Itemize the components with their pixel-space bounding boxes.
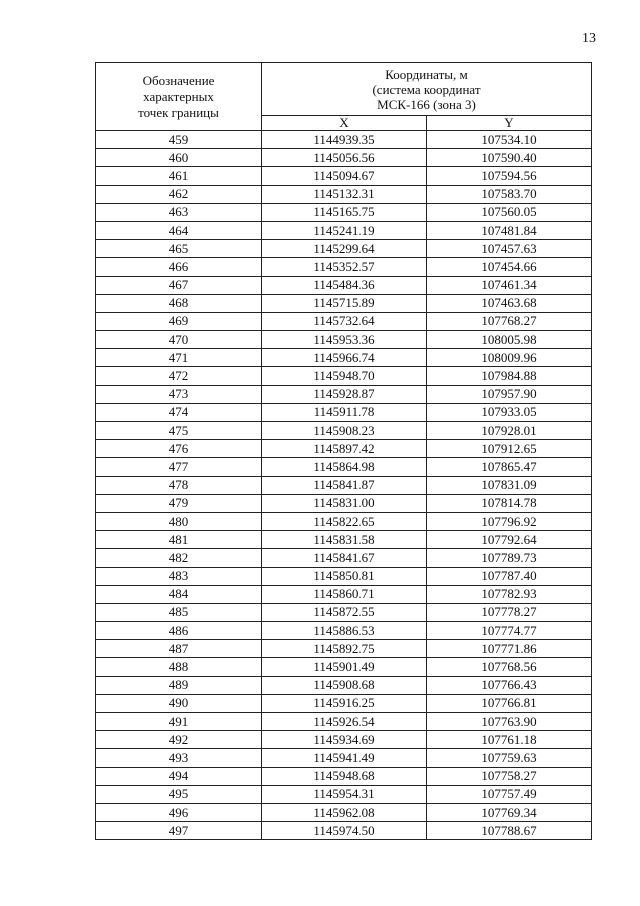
x-coordinate-cell: 1145928.87 [262, 385, 427, 403]
x-coordinate-cell: 1145864.98 [262, 458, 427, 476]
table-row [96, 767, 592, 785]
x-coordinate-cell: 1145892.75 [262, 640, 427, 658]
point-cell: 466 [96, 258, 262, 276]
coordinates-header [262, 63, 592, 116]
point-cell: 459 [96, 131, 262, 149]
table-row [96, 203, 592, 221]
point-cell: 485 [96, 603, 262, 621]
table-row [96, 221, 592, 239]
table-row [96, 585, 592, 603]
x-coordinate-cell: 1145962.08 [262, 803, 427, 821]
y-coordinate-cell: 107771.86 [427, 640, 592, 658]
table-row [96, 331, 592, 349]
point-cell: 467 [96, 276, 262, 294]
y-coordinate-cell: 107461.34 [427, 276, 592, 294]
table-row [96, 294, 592, 312]
x-coordinate-cell: 1145841.67 [262, 549, 427, 567]
y-coordinate-cell: 107534.10 [427, 131, 592, 149]
coordinates-header-line-1: Координаты, м [385, 67, 468, 82]
x-coordinate-cell: 1145974.50 [262, 822, 427, 840]
point-cell: 470 [96, 331, 262, 349]
point-cell: 463 [96, 203, 262, 221]
table-row [96, 822, 592, 840]
table-header [96, 63, 592, 131]
coordinates-header-line-3: МСК-166 (зона 3) [377, 97, 476, 112]
point-cell: 481 [96, 531, 262, 549]
point-header-line-3: точек границы [138, 104, 219, 120]
table-row [96, 567, 592, 585]
x-column-header: X [262, 116, 427, 131]
point-cell: 464 [96, 221, 262, 239]
point-cell: 479 [96, 494, 262, 512]
y-coordinate-cell: 107757.49 [427, 785, 592, 803]
x-coordinate-cell: 1145831.58 [262, 531, 427, 549]
point-cell: 484 [96, 585, 262, 603]
point-cell: 474 [96, 403, 262, 421]
table-row [96, 167, 592, 185]
x-coordinate-cell: 1145056.56 [262, 149, 427, 167]
point-cell: 483 [96, 567, 262, 585]
y-coordinate-cell: 107481.84 [427, 221, 592, 239]
x-coordinate-cell: 1145484.36 [262, 276, 427, 294]
y-coordinate-cell: 107560.05 [427, 203, 592, 221]
table-row [96, 603, 592, 621]
point-cell: 471 [96, 349, 262, 367]
x-coordinate-cell: 1145872.55 [262, 603, 427, 621]
y-coordinate-cell: 107758.27 [427, 767, 592, 785]
x-coordinate-cell: 1145908.68 [262, 676, 427, 694]
table-row [96, 440, 592, 458]
table-row [96, 240, 592, 258]
y-coordinate-cell: 107774.77 [427, 622, 592, 640]
y-coordinate-cell: 107759.63 [427, 749, 592, 767]
x-coordinate-cell: 1145352.57 [262, 258, 427, 276]
table-body [96, 131, 592, 840]
point-cell: 461 [96, 167, 262, 185]
point-cell: 490 [96, 694, 262, 712]
point-cell: 473 [96, 385, 262, 403]
y-coordinate-cell: 107933.05 [427, 403, 592, 421]
y-coordinate-cell: 107766.81 [427, 694, 592, 712]
point-cell: 493 [96, 749, 262, 767]
point-cell: 476 [96, 440, 262, 458]
x-coordinate-cell: 1145886.53 [262, 622, 427, 640]
y-coordinate-cell: 107957.90 [427, 385, 592, 403]
point-cell: 475 [96, 422, 262, 440]
point-cell: 495 [96, 785, 262, 803]
y-column-header: Y [427, 116, 592, 131]
table-row [96, 785, 592, 803]
y-coordinate-cell: 107792.64 [427, 531, 592, 549]
x-coordinate-cell: 1145954.31 [262, 785, 427, 803]
point-cell: 468 [96, 294, 262, 312]
x-coordinate-cell: 1145822.65 [262, 512, 427, 530]
y-coordinate-cell: 107814.78 [427, 494, 592, 512]
point-cell: 488 [96, 658, 262, 676]
point-cell: 465 [96, 240, 262, 258]
y-coordinate-cell: 108009.96 [427, 349, 592, 367]
x-coordinate-cell: 1145941.49 [262, 749, 427, 767]
y-coordinate-cell: 107590.40 [427, 149, 592, 167]
y-coordinate-cell: 108005.98 [427, 331, 592, 349]
table-row [96, 349, 592, 367]
table-row [96, 476, 592, 494]
y-coordinate-cell: 107769.34 [427, 803, 592, 821]
y-coordinate-cell: 107865.47 [427, 458, 592, 476]
point-header-line-2: характерных [143, 88, 214, 104]
point-cell: 494 [96, 767, 262, 785]
y-coordinate-cell: 107463.68 [427, 294, 592, 312]
table-row [96, 312, 592, 330]
page-number: 13 [582, 31, 596, 46]
point-cell: 469 [96, 312, 262, 330]
table-row [96, 276, 592, 294]
table-row [96, 403, 592, 421]
table-row [96, 694, 592, 712]
point-cell: 478 [96, 476, 262, 494]
x-coordinate-cell: 1145715.89 [262, 294, 427, 312]
table-row [96, 549, 592, 567]
y-coordinate-cell: 107787.40 [427, 567, 592, 585]
point-cell: 477 [96, 458, 262, 476]
x-coordinate-cell: 1145841.87 [262, 476, 427, 494]
x-coordinate-cell: 1145911.78 [262, 403, 427, 421]
x-coordinate-cell: 1145831.00 [262, 494, 427, 512]
y-coordinate-cell: 107778.27 [427, 603, 592, 621]
y-coordinate-cell: 107454.66 [427, 258, 592, 276]
table-row [96, 385, 592, 403]
y-coordinate-cell: 107796.92 [427, 512, 592, 530]
point-cell: 497 [96, 822, 262, 840]
point-cell: 492 [96, 731, 262, 749]
x-coordinate-cell: 1145850.81 [262, 567, 427, 585]
table-row [96, 531, 592, 549]
x-coordinate-cell: 1145901.49 [262, 658, 427, 676]
point-cell: 496 [96, 803, 262, 821]
y-coordinate-cell: 107766.43 [427, 676, 592, 694]
table-row [96, 512, 592, 530]
y-coordinate-cell: 107594.56 [427, 167, 592, 185]
table-row [96, 803, 592, 821]
y-coordinate-cell: 107788.67 [427, 822, 592, 840]
y-coordinate-cell: 107768.27 [427, 312, 592, 330]
table-row [96, 749, 592, 767]
point-header-line-1: Обозначение [142, 72, 215, 88]
table-row [96, 731, 592, 749]
x-coordinate-cell: 1145908.23 [262, 422, 427, 440]
x-coordinate-cell: 1145299.64 [262, 240, 427, 258]
point-cell: 482 [96, 549, 262, 567]
point-cell: 480 [96, 512, 262, 530]
boundary-coordinates-table [95, 62, 592, 840]
point-cell: 486 [96, 622, 262, 640]
point-cell: 460 [96, 149, 262, 167]
x-coordinate-cell: 1144939.35 [262, 131, 427, 149]
coordinates-header-line-2: (система координат [372, 82, 481, 97]
x-coordinate-cell: 1145926.54 [262, 713, 427, 731]
x-coordinate-cell: 1145860.71 [262, 585, 427, 603]
x-coordinate-cell: 1145966.74 [262, 349, 427, 367]
y-coordinate-cell: 107912.65 [427, 440, 592, 458]
table-row [96, 185, 592, 203]
table-row [96, 494, 592, 512]
point-column-header [96, 63, 262, 131]
point-cell: 462 [96, 185, 262, 203]
table-row [96, 458, 592, 476]
table-row [96, 367, 592, 385]
table-row [96, 658, 592, 676]
y-coordinate-cell: 107768.56 [427, 658, 592, 676]
point-cell: 472 [96, 367, 262, 385]
y-coordinate-cell: 107782.93 [427, 585, 592, 603]
x-coordinate-cell: 1145953.36 [262, 331, 427, 349]
x-coordinate-cell: 1145241.19 [262, 221, 427, 239]
point-cell: 487 [96, 640, 262, 658]
point-cell: 491 [96, 713, 262, 731]
x-coordinate-cell: 1145897.42 [262, 440, 427, 458]
y-coordinate-cell: 107789.73 [427, 549, 592, 567]
x-coordinate-cell: 1145132.31 [262, 185, 427, 203]
y-coordinate-cell: 107763.90 [427, 713, 592, 731]
x-coordinate-cell: 1145948.68 [262, 767, 427, 785]
x-coordinate-cell: 1145094.67 [262, 167, 427, 185]
table-row [96, 713, 592, 731]
y-coordinate-cell: 107457.63 [427, 240, 592, 258]
y-coordinate-cell: 107583.70 [427, 185, 592, 203]
table-row [96, 422, 592, 440]
y-coordinate-cell: 107928.01 [427, 422, 592, 440]
x-coordinate-cell: 1145948.70 [262, 367, 427, 385]
point-cell: 489 [96, 676, 262, 694]
y-coordinate-cell: 107761.18 [427, 731, 592, 749]
y-coordinate-cell: 107984.88 [427, 367, 592, 385]
table-row [96, 258, 592, 276]
x-coordinate-cell: 1145934.69 [262, 731, 427, 749]
y-coordinate-cell: 107831.09 [427, 476, 592, 494]
table-row [96, 149, 592, 167]
x-coordinate-cell: 1145916.25 [262, 694, 427, 712]
x-coordinate-cell: 1145165.75 [262, 203, 427, 221]
table-row [96, 676, 592, 694]
table-row [96, 622, 592, 640]
table-row [96, 640, 592, 658]
table-row [96, 131, 592, 149]
x-coordinate-cell: 1145732.64 [262, 312, 427, 330]
